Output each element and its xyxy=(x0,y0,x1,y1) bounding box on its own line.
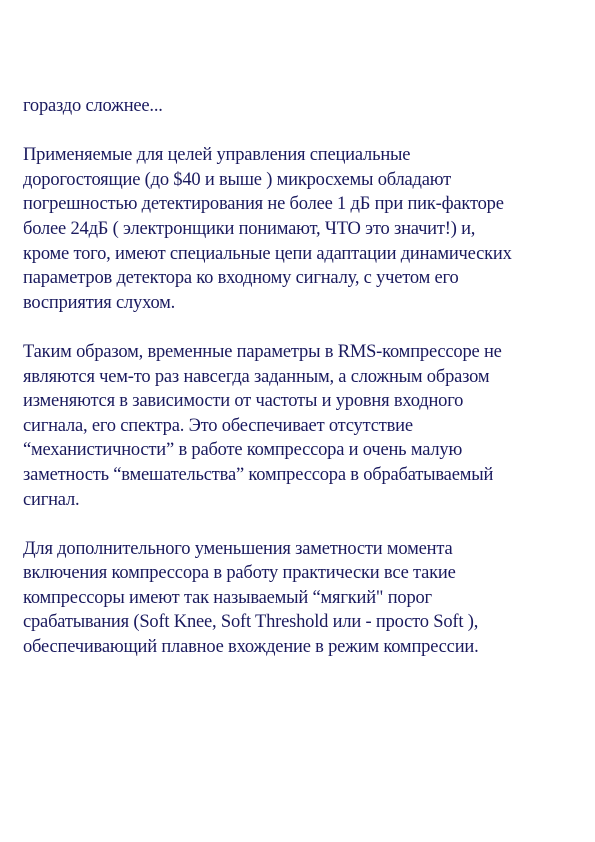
text-line: гораздо сложнее... xyxy=(23,96,163,116)
text-line: компрессоры имеют так называемый “мягкий" порог xyxy=(23,587,432,608)
text-line: срабатывания (Soft Knee, Soft Threshold или - просто Soft ), xyxy=(23,612,479,633)
text-line: сигнала, его спектра. Это обеспечивает отсутствие xyxy=(23,415,413,436)
text-line: Для дополнительного уменьшения заметности момента xyxy=(23,538,453,559)
text-line: Таким образом, временные параметры в RMS-компрессоре не xyxy=(23,341,502,362)
text-line: более 24дБ ( электронщики понимают, ЧТО это значит!) и, xyxy=(23,218,476,239)
paragraph-3 xyxy=(23,340,573,512)
text-line: Применяемые для целей управления специальные xyxy=(23,145,411,166)
text-line: параметров детектора ко входному сигналу, с учетом его xyxy=(23,268,459,289)
document-body xyxy=(23,94,573,684)
text-line: включения компрессора в работу практически все такие xyxy=(23,563,456,584)
text-line: восприятия слухом. xyxy=(23,292,176,313)
text-line: являются чем-то раз навсегда заданным, а сложным образом xyxy=(23,366,490,387)
text-line: заметность “вмешательства” компрессора в обрабатываемый xyxy=(23,464,494,485)
paragraph-2 xyxy=(23,143,573,315)
paragraph-4 xyxy=(23,537,573,660)
text-line: погрешностью детектирования не более 1 дБ при пик-факторе xyxy=(23,194,504,215)
text-line: дорогостоящие (до $40 и выше ) микросхемы обладают xyxy=(23,169,452,190)
text-line: изменяются в зависимости от частоты и уровня входного xyxy=(23,391,464,412)
text-line: сигнал. xyxy=(23,489,80,510)
paragraph-1 xyxy=(23,94,573,119)
text-line: кроме того, имеют специальные цепи адаптации динамических xyxy=(23,243,512,264)
text-line: обеспечивающий плавное вхождение в режим компрессии. xyxy=(23,637,479,658)
text-line: “механистичности” в работе компрессора и очень малую xyxy=(23,440,463,461)
